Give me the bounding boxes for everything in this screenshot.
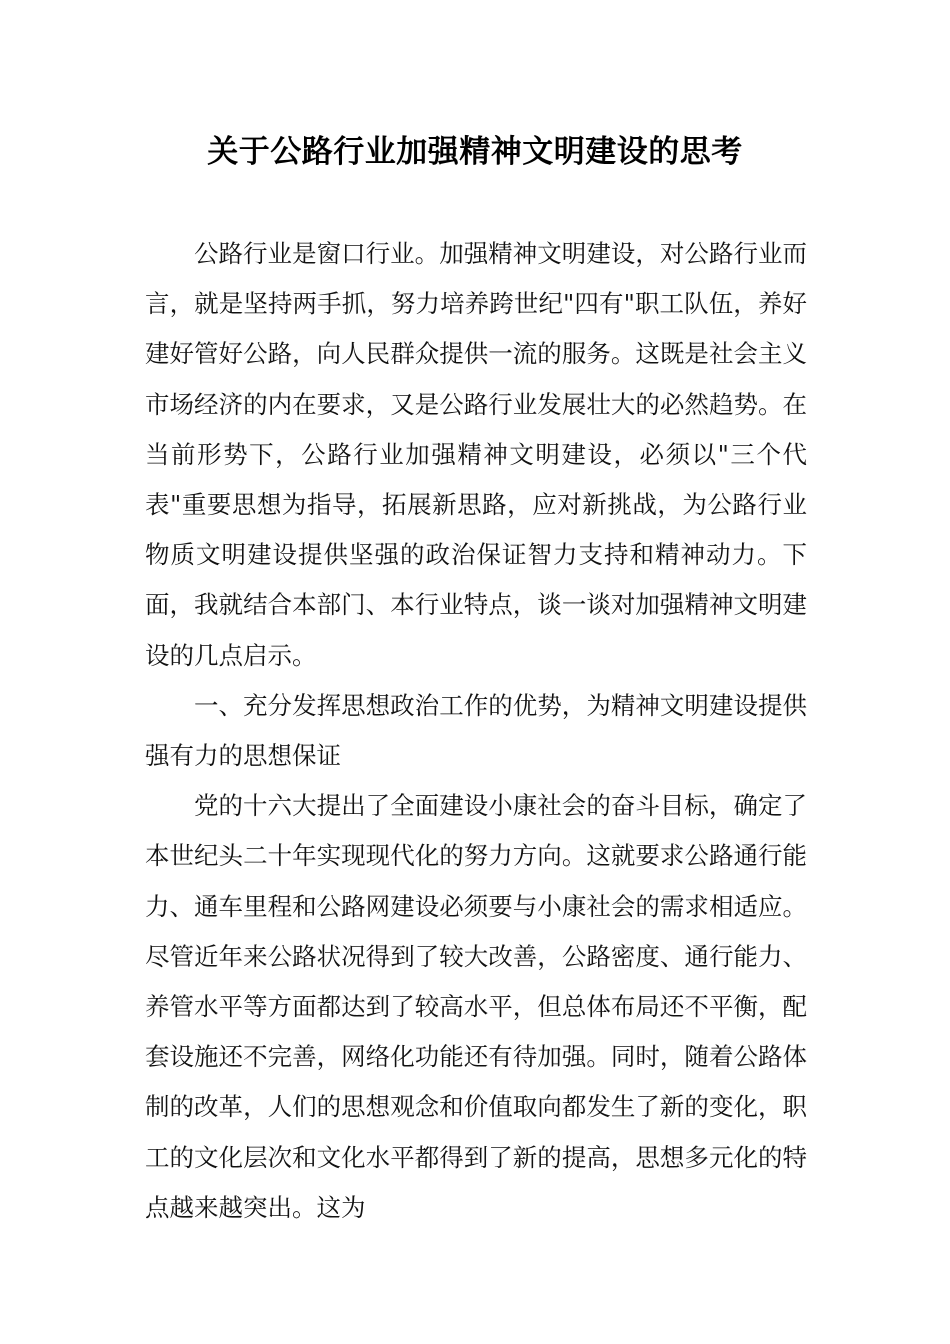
document-body (145, 229, 807, 1233)
paragraph-intro: 公路行业是窗口行业。加强精神文明建设，对公路行业而言，就是坚持两手抓，努力培养跨世纪"四有"职工队伍，养好建好管好公路，向人民群众提供一流的服务。这既是社会主义市场经济的内在要求，又是公路行业发展壮大的必然趋势。在当前形势下，公路行业加强精神文明建设，必须以"三个代表"重要思想为指导，拓展新思路，应对新挑战，为公路行业物质文明建设提供坚强的政治保证智力支持和精神动力。下面，我就结合本部门、本行业特点，谈一谈对加强精神文明建设的几点启示。 (145, 239, 807, 670)
document-title: 关于公路行业加强精神文明建设的思考 (207, 134, 743, 170)
paragraph-section-1: 党的十六大提出了全面建设小康社会的奋斗目标，确定了本世纪头二十年实现现代化的努力方向。这就要求公路通行能力、通车里程和公路网建设必须要与小康社会的需求相适应。尽管近年来公路状况得到了较大改善，公路密度、通行能力、养管水平等方面都达到了较高水平，但总体布局还不平衡，配套设施还不完善，网络化功能还有待加强。同时，随着公路体制的改革，人们的思想观念和价值取向都发生了新的变化，职工的文化层次和文化水平都得到了新的提高，思想多元化的特点越来越突出。这为 (145, 791, 807, 1222)
section-heading-1: 一、充分发挥思想政治工作的优势，为精神文明建设提供强有力的思想保证 (145, 690, 807, 771)
